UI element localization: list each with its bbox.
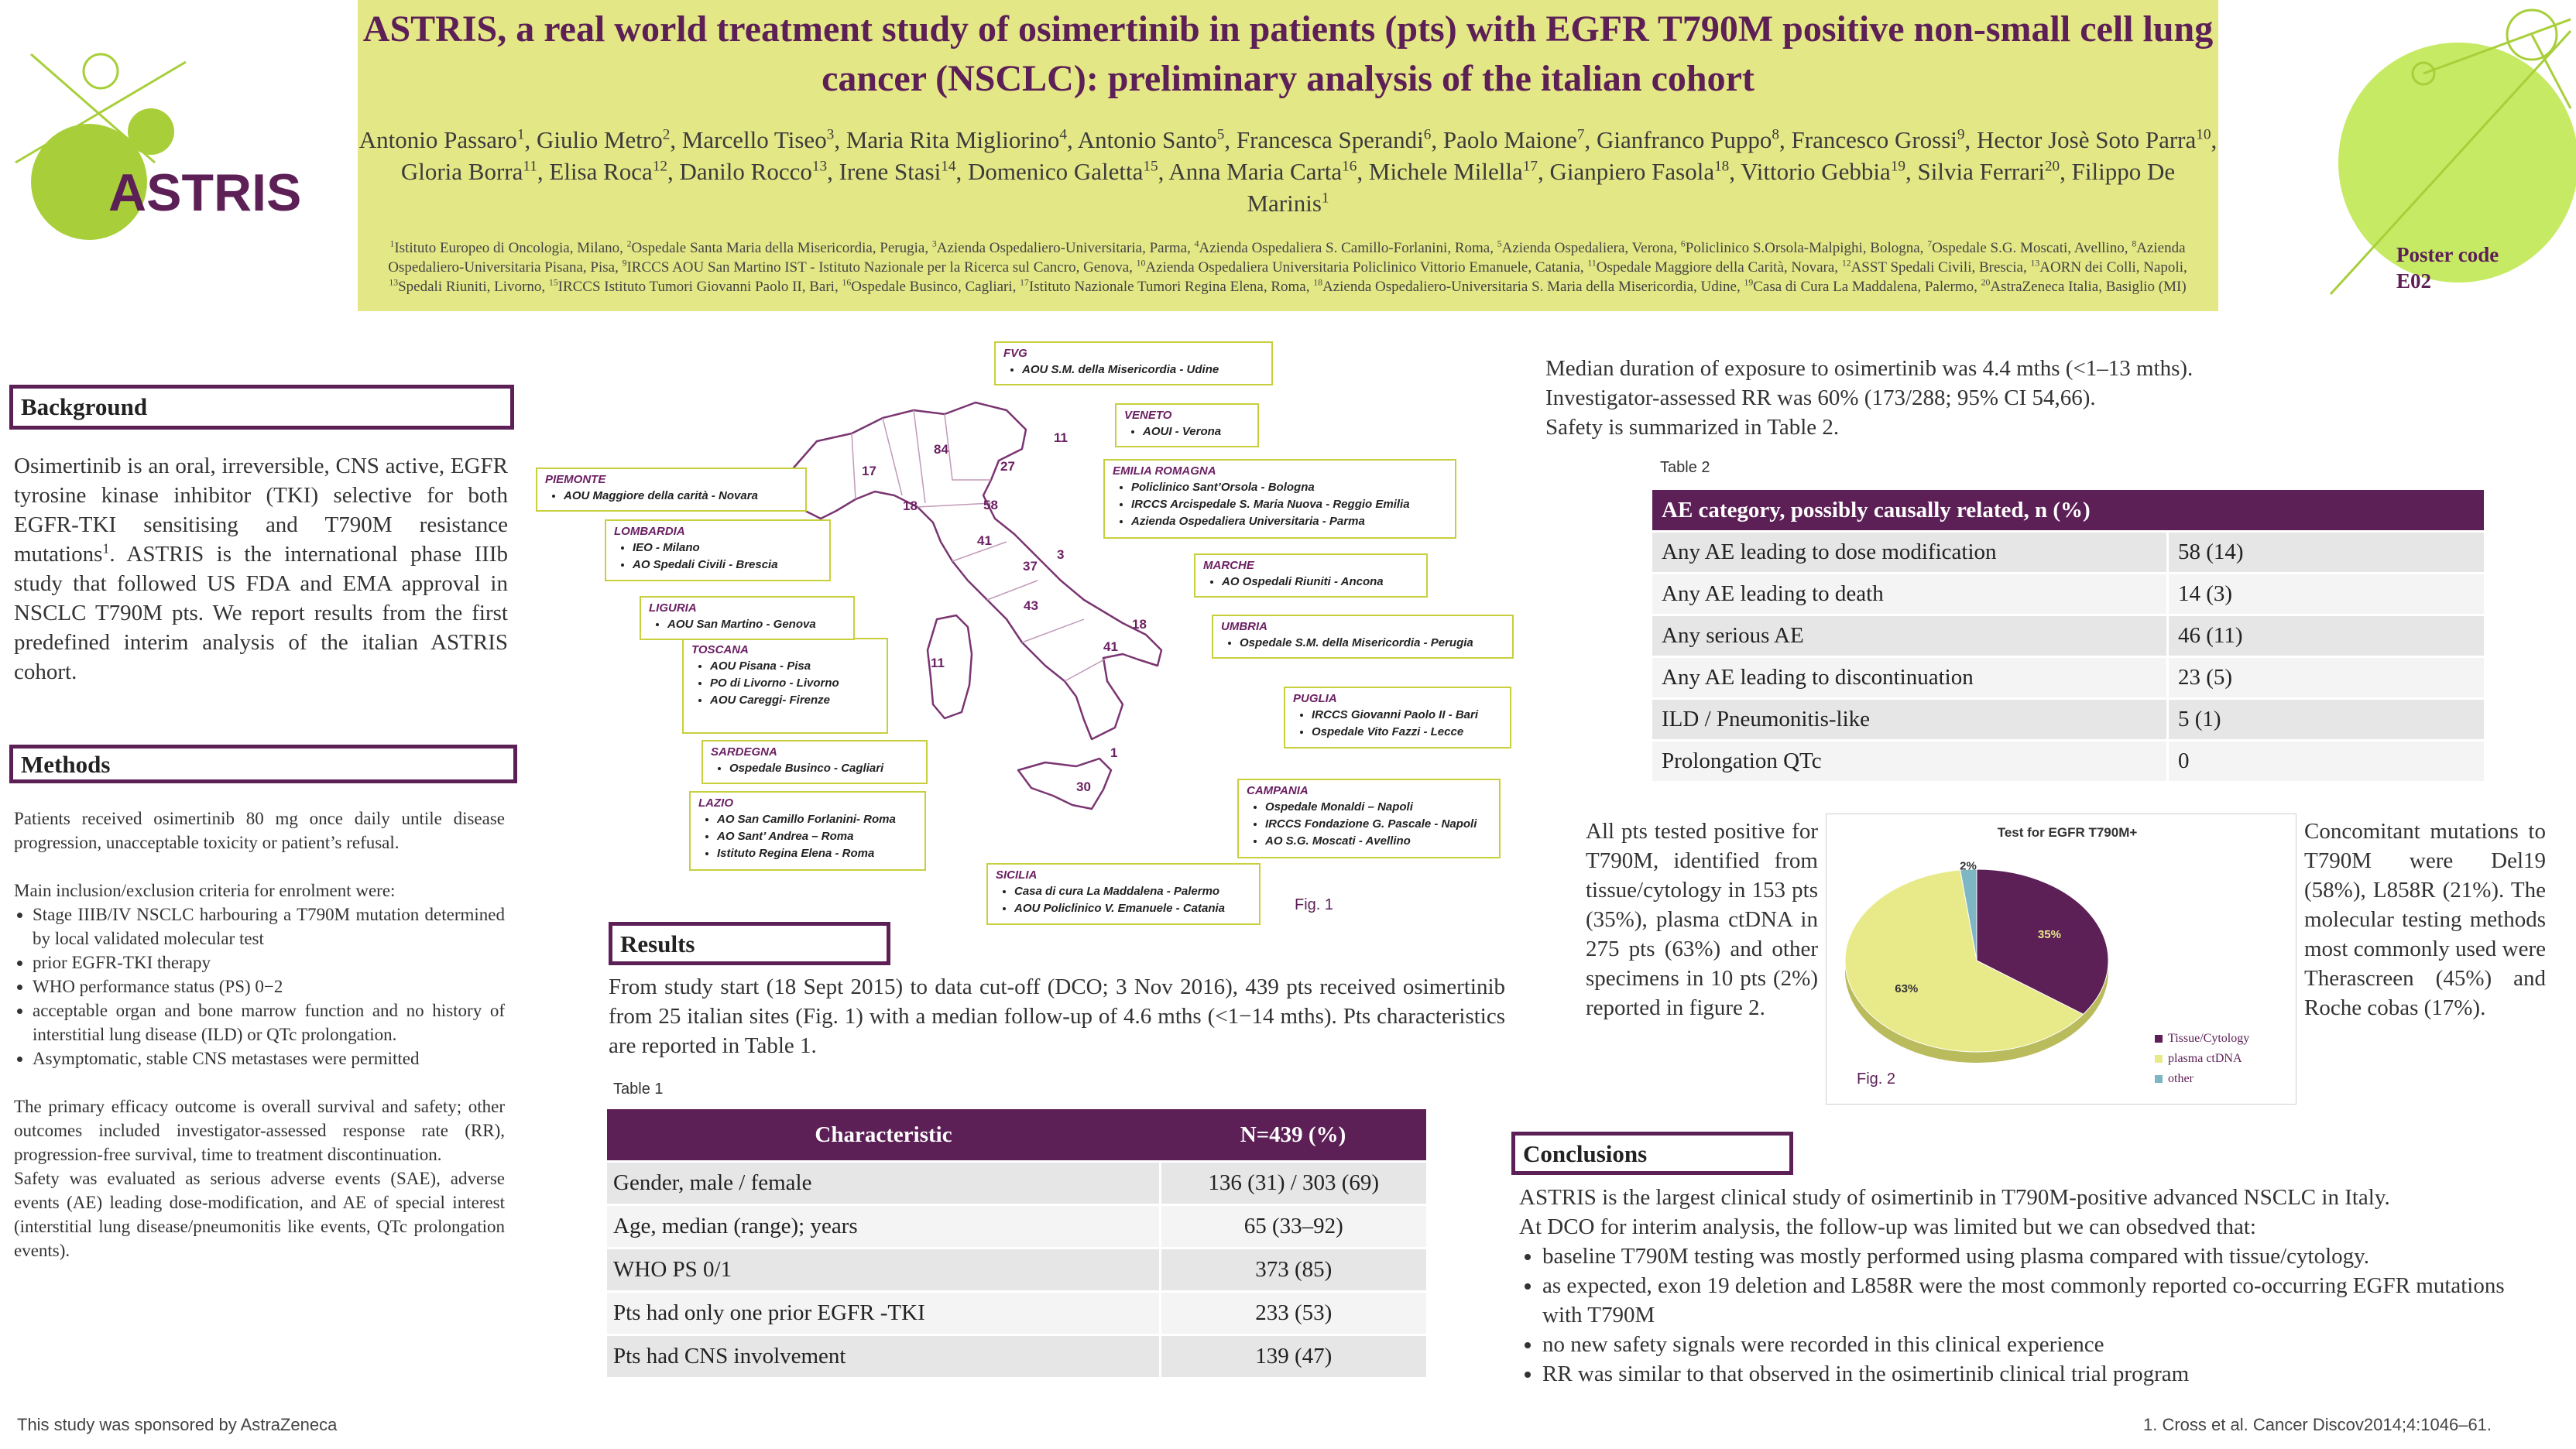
table-row [607,1162,1426,1205]
table-cell: Prolongation QTc [1652,741,2168,782]
map-count: 18 [903,498,918,513]
author-name: Domenico Galetta [967,158,1144,185]
site-item: • AO Ospedali Riuniti - Ancona [1222,574,1418,591]
author-name: Silvia Ferrari [1917,158,2045,185]
region-name: TOSCANA [691,643,749,656]
author-affiliation-number: 8 [1772,126,1780,143]
affiliation-number: 1 [389,238,395,249]
site-item: • IEO - Milano [633,540,822,557]
affiliation-number: 13 [389,277,399,288]
author-affiliation-number: 5 [1216,126,1225,143]
legend-swatch [2155,1035,2163,1043]
map-count: 43 [1024,598,1038,613]
table-row [1652,741,2484,782]
map-count: 11 [1054,430,1068,445]
table-row [1652,532,2484,574]
author-name: Vittorio Gebbia [1741,158,1891,185]
region-name: MARCHE [1203,559,1254,572]
affiliation-number: 17 [1020,277,1029,288]
affiliation-number: 11 [1587,258,1597,269]
table-row [1652,699,2484,741]
region-box [1237,779,1501,858]
author-affiliation-number: 19 [1890,158,1906,175]
fig2-label: Fig. 2 [1857,1070,1896,1088]
region-box [682,638,888,734]
map-count: 41 [1103,639,1118,654]
data-label: 2% [1960,859,1977,873]
conclusion-item: • no new safety signals were recorded in this clinical experience [1542,1330,2549,1359]
table-header: Characteristic [607,1109,1160,1162]
author-name: Maria Rita Migliorino [846,126,1060,153]
author-name: Anna Maria Carta [1168,158,1343,185]
ae-table [1652,490,2484,781]
author-affiliation-number: 12 [652,158,668,175]
region-name: UMBRIA [1221,620,1267,633]
site-item: • AO Spedali Civili - Brescia [633,557,822,574]
affiliation: Ospedale Maggiore della Carità, Novara, [1596,259,1842,276]
table-cell: 233 (53) [1160,1292,1426,1335]
region-box [536,468,807,512]
author-list: Antonio Passaro$^1$, Giulio Metro$^2$, Marcello Tiseo$^3$, Maria Rita Migliorino$^4$, Antonio Santo$^5$, Francesca Sperandi$^6$, Paolo Maione$^7$, Gianfranco Puppo$^8$, Francesco Grossi$^9$, Hector Josè Soto Parra$^{10}$, Gloria Borra$^{11}$, Elisa Roca$^{12}$, Danilo Rocco$^{13}$, Irene Stasi$^{14}$, Domenico Galetta$^{15}$, Anna Maria Carta$^{16}$, Michele Milella$^{17}$, Gianpiero Fasola$^{18}$, Vittorio Gebbia$^{19}$, Silvia Ferrari$^{20}$, Filippo De Marinis$^1$ [358,126,2218,217]
criterion-item: • Stage IIIB/IV NSCLC harbouring a T790M mutation determined by local validated molecular test [33,903,505,951]
region-name: LOMBARDIA [614,525,685,538]
map-count: 37 [1023,559,1038,574]
site-item: • IRCCS Fondazione G. Pascale - Napoli [1265,816,1491,833]
table-cell: Pts had only one prior EGFR -TKI [607,1292,1160,1335]
affiliation: Policlinico S.Orsola-Malpighi, Bologna, [1685,240,1928,256]
table-cell: 5 (1) [2168,699,2485,741]
table-row [607,1249,1426,1292]
data-label: 63% [1895,982,1919,996]
region-name: LIGURIA [649,601,697,615]
site-item: • Policlinico Sant’Orsola - Bologna [1131,479,1447,496]
criteria-list [14,903,505,1070]
table-cell: ILD / Pneumonitis-like [1652,699,2168,741]
region-box [986,863,1261,925]
legend-swatch [2155,1055,2163,1063]
affiliation-number: 10 [1136,258,1146,269]
legend-label: other [2168,1072,2194,1085]
table-cell: 14 (3) [2168,574,2485,615]
site-item: • Ospedale Monaldi – Napoli [1265,799,1491,816]
author-affiliation-number: 11 [523,158,537,175]
table-cell: Any AE leading to discontinuation [1652,657,2168,699]
affiliation-number: 8 [2132,238,2137,249]
map-count: 58 [983,498,998,512]
table-cell: 23 (5) [2168,657,2485,699]
table2-label: Table 2 [1660,459,1710,476]
region-box [1103,459,1456,539]
table-row [1652,574,2484,615]
table-row [1652,657,2484,699]
author-affiliation-number: 14 [941,158,956,175]
background-heading: Background [9,385,514,430]
author-name: Michele Milella [1368,158,1523,185]
region-name: SARDEGNA [711,745,777,759]
poster-title: ASTRIS, a real world treatment study of osimertinib in patients (pts) with EGFR T790M positive non-small cell lung cancer (NSCLC): preliminary analysis of the italian cohort [362,9,2214,99]
logo-text: ASTRIS [108,163,302,222]
author-affiliation-number: 7 [1576,126,1585,143]
table-header: N=439 (%) [1160,1109,1426,1162]
table1-label: Table 1 [613,1081,664,1098]
affiliation-number: 9 [622,258,627,269]
affiliation: Azienda Ospedaliero-Universitaria S. Maria della Misericordia, Udine, [1322,279,1744,295]
map-count: 11 [931,656,945,670]
conclusion-item: • as expected, exon 19 deletion and L858R were the most commonly reported co-occurring EGFR mutations with T790M [1542,1271,2549,1330]
table-cell: Any AE leading to death [1652,574,2168,615]
affiliation: Azienda Ospedaliera, Verona, [1501,240,1681,256]
site-item: • Casa di cura La Maddalena - Palermo [1014,883,1251,900]
affiliation: Ospedale Santa Maria della Misericordia, Perugia, [631,240,932,256]
table-row [1652,615,2484,657]
reference: 1. Cross et al. Cancer Discov2014;4:1046–61. [2143,1415,2492,1434]
region-name: PUGLIA [1293,692,1337,705]
affiliation: AORN dei Colli, Napoli, [2039,259,2187,276]
author-affiliation-number: 18 [1714,158,1730,175]
affiliation: Spedali Riuniti, Livorno, [398,279,549,295]
map-count: 1 [1110,745,1118,760]
conclusions-heading: Conclusions [1511,1132,1793,1175]
fig1-label: Fig. 1 [1295,896,1334,913]
region-box [689,791,926,871]
author-affiliation-number: 2 [662,126,671,143]
map-count: 3 [1057,547,1065,562]
author-name: Paolo Maione [1442,126,1577,153]
affiliation: ASST Spedali Civili, Brescia, [1851,259,2031,276]
region-box [1194,553,1428,598]
author-name: Hector Josè Soto Parra [1977,126,2197,153]
region-name: FVG [1003,347,1027,360]
affiliations [370,238,2205,296]
affiliation-number: 20 [1981,277,1991,288]
author-name: Marcello Tiseo [681,126,827,153]
region-name: CAMPANIA [1247,784,1309,797]
author-name: Elisa Roca [549,158,653,185]
astris-logo [8,46,348,263]
author-affiliation-number: 6 [1423,126,1432,143]
author-name: Irene Stasi [839,158,942,185]
criterion-item: • Asymptomatic, stable CNS metastases were permitted [33,1046,505,1070]
chart-title: Test for EGFR T790M+ [1997,825,2138,840]
site-item: • Azienda Ospedaliera Universitaria - Parma [1131,513,1447,530]
region-name: PIEMONTE [545,473,606,486]
author-affiliation-number: 20 [2044,158,2060,175]
map-count: 41 [977,533,992,548]
table-cell: 46 (11) [2168,615,2485,657]
affiliation: Azienda Ospedaliero-Universitaria, Parma, [936,240,1195,256]
map-count: 84 [934,442,948,457]
author-name: Giulio Metro [536,126,663,153]
site-item: • Ospedale Businco - Cagliari [729,760,918,777]
affiliation-number: 4 [1194,238,1199,249]
characteristics-table [607,1109,1426,1377]
author-name: Gloria Borra [400,158,523,185]
exposure-text: Median duration of exposure to osimertinib was 4.4 mths (<1–13 mths). Investigator-assessed RR was 60% (173/288; 95% CI 54,66). Safety is summarized in Table 2. [1545,356,2194,440]
criterion-item: • WHO performance status (PS) 0−2 [33,975,505,999]
methods-heading: Methods [9,745,517,783]
region-box [1284,687,1511,748]
table-cell: Pts had CNS involvement [607,1335,1160,1378]
background-text: Osimertinib is an oral, irreversible, CNS active, EGFR tyrosine kinase inhibitor (TKI) selective for both EGFR-TKI sensitising and T790M resistance mutations$^1$. ASTRIS is the international phase IIIb study that followed US FDA and EMA approval in NSCLC T790M pts. We report results from the first predefined interim analysis of the italian ASTRIS cohort. [14,454,508,684]
region-name: LAZIO [698,796,733,810]
affiliation-number: 16 [842,277,852,288]
table-cell: 0 [2168,741,2485,782]
author-affiliation-number: 9 [1957,126,1965,143]
site-item: • AO San Camillo Forlanini- Roma [717,811,917,828]
site-item: • AOU S.M. della Misericordia - Udine [1022,361,1264,379]
author-name: Filippo De Marinis [1247,158,2176,217]
author-affiliation-number: 3 [826,126,835,143]
author-affiliation-number: 1 [516,126,525,143]
author-affiliation-number: 16 [1342,158,1357,175]
site-item: • AOU San Martino - Genova [667,616,846,633]
table-header: AE category, possibly causally related, n (%) [1652,490,2484,532]
affiliation: Azienda Ospedaliera Universitaria Policlinico Vittorio Emanuele, Catania, [1145,259,1588,276]
affiliation-number: 15 [548,277,558,288]
site-item: • IRCCS Giovanni Paolo II - Bari [1312,707,1502,724]
table-cell: 58 (14) [2168,532,2485,574]
table-cell: Any AE leading to dose modification [1652,532,2168,574]
author-name: Antonio Santo [1077,126,1217,153]
table-row [607,1292,1426,1335]
author-affiliation-number: 13 [811,158,828,175]
region-name: VENETO [1124,409,1172,422]
table-cell: 373 (85) [1160,1249,1426,1292]
affiliation: Casa di Cura La Maddalena, Palermo, [1753,279,1981,295]
region-box [994,341,1273,385]
criterion-item: • prior EGFR-TKI therapy [33,951,505,975]
site-item: • Ospedale S.M. della Misericordia - Perugia [1240,635,1504,652]
map-count: 18 [1132,617,1147,632]
affiliation-number: 6 [1680,238,1686,249]
map-count: 30 [1076,779,1091,794]
region-box [1212,615,1514,659]
table-cell: Any serious AE [1652,615,2168,657]
methods-text: Patients received osimertinib 80 mg once daily untile disease progression, unacceptable toxicity or patient’s refusal. Main inclusion/exclusion criteria for enrolment were: • Stage IIIB/IV NSCLC harbouring a T790M mutation determined by local validated molecular test • prior EGFR-TKI therapy • WHO performance status (PS) 0−2 • acceptable organ and bone marrow function and no history of interstitial lung disease (ILD) or QTc prolongation. • Asymptomatic, stable CNS metastases were permitted The primary efficacy outcome is overall survival and safety; other outcomes included investigator-assessed response rate (RR), progression-free survival, time to treatment discontinuation. Safety was evaluated as serious adverse events (SAE), adverse events (AE) leading dose-modification, and AE of special interest (interstitial lung disease/pneumonitis like events, QTc prolongation events). [14,807,505,1262]
site-item: • AOU Careggi- Firenze [710,692,879,709]
table-cell: 65 (33–92) [1160,1205,1426,1249]
region-name: EMILIA ROMAGNA [1113,464,1216,478]
map-count: 27 [1000,459,1015,474]
criterion-item: • acceptable organ and bone marrow function and no history of interstitial lung disease (ILD) or QTc prolongation. [33,999,505,1046]
region-box [701,740,928,784]
site-item: • AO Sant’ Andrea – Roma [717,828,917,845]
map-count: 17 [862,464,876,478]
table-cell: Gender, male / female [607,1162,1160,1205]
affiliation-number: 19 [1744,277,1754,288]
table-row [607,1205,1426,1249]
affiliation-number: 7 [1927,238,1933,249]
pie-chart [1826,814,2295,1103]
conclusion-item: • baseline T790M testing was mostly performed using plasma compared with tissue/cytology. [1542,1242,2549,1271]
affiliation-number: 13 [2030,258,2040,269]
table-cell: 139 (47) [1160,1335,1426,1378]
site-item: • AOU Policlinico V. Emanuele - Catania [1014,900,1251,917]
author-name: Francesca Sperandi [1236,126,1424,153]
affiliation-number: 3 [931,238,937,249]
conclusion-item: • RR was similar to that observed in the osimertinib clinical trial program [1542,1359,2549,1389]
table-cell: Age, median (range); years [607,1205,1160,1249]
conclusions-list [1519,1242,2549,1389]
affiliation: Istituto Nazionale Tumori Regina Elena, Roma, [1028,279,1314,295]
region-name: SICILIA [996,868,1038,882]
legend-label: Tissue/Cytology [2168,1032,2250,1045]
table-cell: WHO PS 0/1 [607,1249,1160,1292]
affiliation: AstraZeneca Italia, Basiglio (MI) [1990,279,2187,295]
author-affiliation-number: 17 [1522,158,1538,175]
affiliation-number: 5 [1497,238,1502,249]
sponsor-note: This study was sponsored by AstraZeneca [17,1415,338,1434]
affiliation: Azienda Ospedaliero-Universitaria Pisana, Pisa, [388,240,2186,276]
affiliation: Ospedale S.G. Moscati, Avellino, [1932,240,2132,256]
affiliation: Azienda Ospedaliera S. Camillo-Forlanini, Roma, [1199,240,1497,256]
affiliation-number: 2 [626,238,632,249]
site-item: • Istituto Regina Elena - Roma [717,845,917,862]
author-name: Francesco Grossi [1791,126,1957,153]
region-box [640,596,855,640]
table-row [607,1335,1426,1378]
table-cell: 136 (31) / 303 (69) [1160,1162,1426,1205]
legend-swatch [2155,1075,2163,1083]
t790m-text: All pts tested positive for T790M, identified from tissue/cytology in 153 pts (35%), plasma ctDNA in 275 pts (63%) and other specimens in 10 pts (2%) reported in figure 2. [1586,819,1818,1020]
affiliation: IRCCS AOU San Martino IST - Istituto Nazionale per la Ricerca sul Cancro, Genova, [626,259,1137,276]
site-item: • AOU Pisana - Pisa [710,658,879,675]
site-item: • IRCCS Arcispedale S. Maria Nuova - Reggio Emilia [1131,496,1447,513]
site-item: • PO di Livorno - Livorno [710,675,879,692]
conclusions-text: ASTRIS is the largest clinical study of osimertinib in T790M-positive advanced NSCLC in Italy. At DCO for interim analysis, the follow-up was limited but we can obsedved that: • baseline T790M testing was mostly performed using plasma compared with tissue/cytology. • as expected, exon 19 deletion and L858R were the most commonly reported co-occurring EGFR mutations with T790M • no new safety signals were recorded in this clinical experience • RR was similar to that observed in the osimertinib clinical trial program [1519,1183,2549,1389]
author-affiliation-number: 15 [1143,158,1158,175]
author-name: Antonio Passaro [358,126,517,153]
legend-label: plasma ctDNA [2168,1052,2242,1065]
region-box [1115,403,1259,447]
region-box [605,519,831,581]
author-name: Danilo Rocco [679,158,812,185]
affiliation-number: 18 [1313,277,1322,288]
affiliation: Ospedale Businco, Cagliari, [851,279,1020,295]
affiliation: IRCCS Istituto Tumori Giovanni Paolo II, Bari, [557,279,842,295]
author-name: Gianfranco Puppo [1597,126,1772,153]
affiliation-number: 12 [1841,258,1851,269]
affiliation: Istituto Europeo di Oncologia, Milano, [394,240,627,256]
poster-code: Poster code E02 [2396,243,2499,293]
author-affiliation-number: 10 [2196,126,2211,143]
site-item: • AOUI - Verona [1143,423,1250,440]
results-text: From study start (18 Sept 2015) to data cut-off (DCO; 3 Nov 2016), 439 pts received osimertinib from 25 italian sites (Fig. 1) with a median follow-up of 4.6 mths (<1−14 mths). Pts characteristics are reported in Table 1. [609,975,1505,1058]
comutation-text: Concomitant mutations to T790M were Del19 (58%), L858R (21%). The molecular testing methods most commonly used were Therascreen (45%) and Roche cobas (17%). [2304,819,2546,1020]
site-item: • AO S.G. Moscati - Avellino [1265,833,1491,850]
data-label: 35% [2037,927,2061,941]
author-affiliation-number: 1 [1321,190,1329,207]
results-heading: Results [609,922,890,965]
site-item: • AOU Maggiore della carità - Novara [564,488,797,505]
site-item: • Ospedale Vito Fazzi - Lecce [1312,724,1502,741]
author-name: Gianpiero Fasola [1549,158,1715,185]
author-affiliation-number: 4 [1059,126,1067,143]
